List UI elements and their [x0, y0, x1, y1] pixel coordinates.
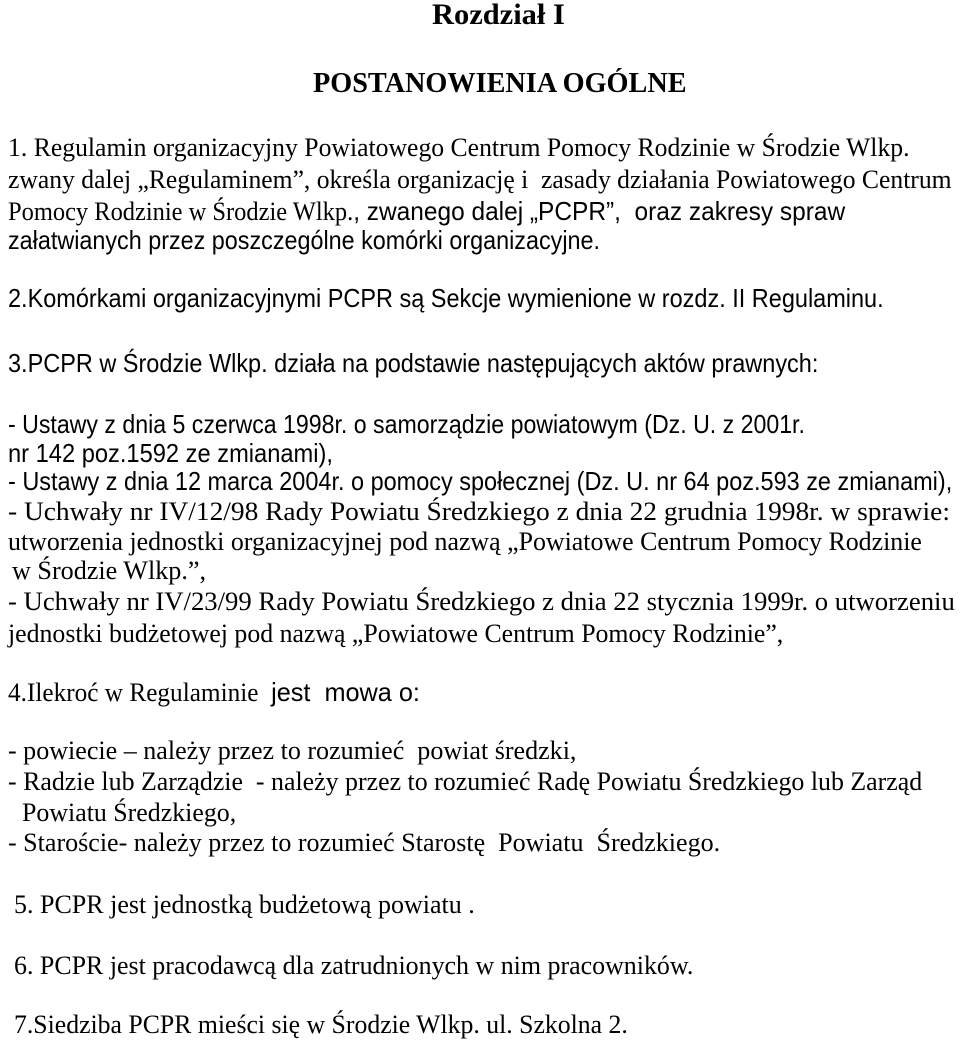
definition-line: - Radzie lub Zarządzie - należy przez to rozumieć Radę Powiatu Średzkiego lub Zarząd: [8, 767, 923, 796]
point-1-text-segment: , zwanego dalej „PCPR”, oraz zakresy spraw: [353, 196, 846, 226]
definition-line: - Staroście- należy przez to rozumieć Starostę Powiatu Średzkiego.: [8, 828, 721, 857]
legal-act-line: - Uchwały nr IV/12/98 Rady Powiatu Średzkiego z dnia 22 grudnia 1998r. w sprawie:: [8, 497, 950, 526]
point-1-line: zwany dalej „Regulaminem”, określa organizację i zasady działania Powiatowego Centrum: [8, 165, 952, 194]
chapter-heading: Rozdział I: [432, 0, 565, 31]
definition-line: - powiecie – należy przez to rozumieć powiat średzki,: [8, 736, 577, 765]
point-1-text-segment: Pomocy Rodzinie w Środzie Wlkp.: [8, 197, 354, 226]
point-5-line: 5. PCPR jest jednostką budżetową powiatu .: [14, 890, 475, 919]
point-4-intro-segment: 4.Ilekroć w Regulaminie: [8, 678, 259, 707]
point-4-intro-segment: jest mowa o:: [271, 677, 420, 707]
legal-act-line: nr 142 poz.1592 ze zmianami),: [8, 438, 333, 468]
legal-act-line: - Ustawy z dnia 5 czerwca 1998r. o samorządzie powiatowym (Dz. U. z 2001r.: [8, 409, 805, 439]
definition-line: Powiatu Średzkiego,: [22, 798, 237, 827]
section-title: POSTANOWIENIA OGÓLNE: [313, 68, 687, 99]
point-6-line: 6. PCPR jest pracodawcą dla zatrudnionych w nim pracowników.: [14, 951, 694, 980]
legal-act-line: jednostki budżetowej pod nazwą „Powiatowe Centrum Pomocy Rodzinie”,: [8, 619, 784, 648]
point-4-intro: [8, 677, 420, 708]
legal-act-line: - Uchwały nr IV/23/99 Rady Powiatu Średzkiego z dnia 22 stycznia 1999r. o utworzeniu: [8, 587, 955, 616]
point-7-line: 7.Siedziba PCPR mieści się w Środzie Wlkp. ul. Szkolna 2.: [14, 1010, 628, 1039]
point-1-line: 1. Regulamin organizacyjny Powiatowego Centrum Pomocy Rodzinie w Środzie Wlkp.: [8, 133, 910, 162]
point-1-line: załatwianych przez poszczególne komórki organizacyjne.: [8, 225, 600, 255]
legal-act-line: utworzenia jednostki organizacyjnej pod nazwą „Powiatowe Centrum Pomocy Rodzinie: [8, 527, 922, 556]
point-1-line: [8, 196, 845, 227]
legal-act-line: w Środzie Wlkp.”,: [12, 556, 207, 585]
point-3-intro: 3.PCPR w Środzie Wlkp. działa na podstawie następujących aktów prawnych:: [8, 348, 819, 378]
legal-act-line: - Ustawy z dnia 12 marca 2004r. o pomocy społecznej (Dz. U. nr 64 poz.593 ze zmianami),: [8, 466, 953, 496]
point-2-line: 2.Komórkami organizacyjnymi PCPR są Sekcje wymienione w rozdz. II Regulaminu.: [8, 283, 884, 313]
